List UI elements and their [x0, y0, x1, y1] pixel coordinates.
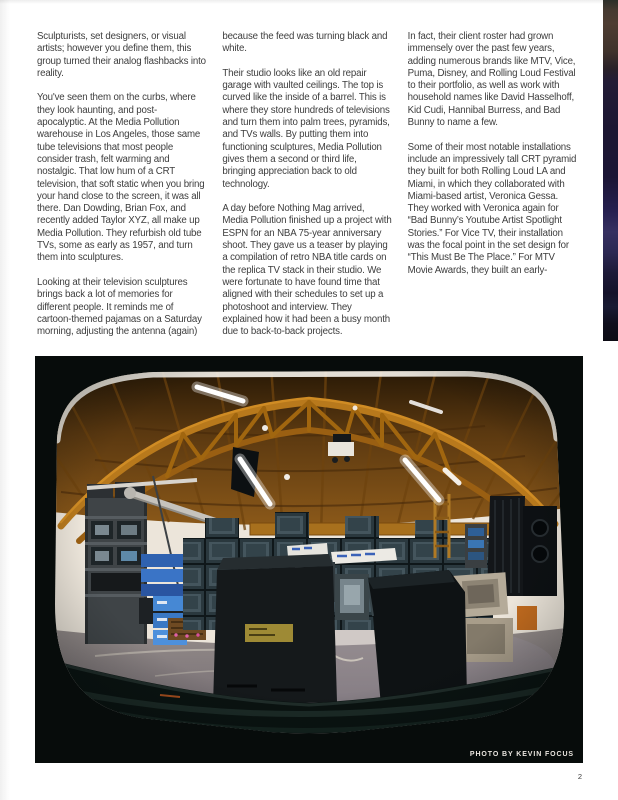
adjacent-page-edge [603, 0, 618, 341]
page-number: 2 [577, 772, 582, 781]
fisheye-scene [35, 356, 583, 763]
warehouse-photo [35, 356, 583, 763]
article-paragraph: Looking at their television sculptures brings back a lot of memories for different people. It reminds me of cartoon-themed pajamas on a Saturday morning, adjusting the antenna (again) because the feed was turning black and white. [37, 31, 388, 338]
article-paragraph: A day before Nothing Mag arrived, Media Pollution finished up a project with ESPN for an NBA 75-year anniversary shoot. They gave us a teaser by playing a compilation of retro NBA title cards on the replica TV stack in their studio. We were fortunate to have found time that aligned with their schedules to set up a photoshoot and interview. They explained how it had been a busy month due to back-to-back projects. [222, 203, 392, 338]
article-paragraph: Their studio looks like an old repair garage with vaulted ceilings. The top is curved like the inside of a barrel. This is where they store hundreds of televisions and turn them into palm trees, pyramids, and TVs walls. By putting them into functioning sculptures, Media Pollution gives them a second or third life, bringing appreciation back to old technology. [222, 67, 390, 190]
photo-credit: PHOTO BY KEVIN FOCUS [469, 751, 574, 758]
page-edge-shadow-left [0, 0, 10, 800]
article-paragraph: You've seen them on the curbs, where they look haunting, and post-apocalyptic. At the Media Pollution warehouse in Los Angeles, those same tube televisions that most people consider trash, felt warming and nostalgic. That low hum of a CRT television, that soft static when you bring your hand close to the screen, it was all there. Dan Dowding, Brian Fox, and recently added Taylor XYZ, all make up Media Pollution. They refurbish old tube TVs, some as early as 1957, and turn them into sculptures. [37, 92, 205, 264]
article-paragraph: Sculpturists, set designers, or visual artists; however you define them, this group turned their analog flashbacks into reality. [37, 31, 206, 79]
page-edge-shadow-top [0, 0, 618, 4]
article-paragraph: Some of their most notable installations include an impressively tall CRT pyramid they built for both Rolling Loud LA and Miami, in which they collaborated with Miami-based artist, Veronica Gessa. They worked with Veronica again for “Bad Bunny’s Youtube Artist Spotlight Stories.” For Vice TV, their installation was the focal point in the set design for “This Must Be The Place.” For MTV Movie Awards, they built an early- [407, 141, 577, 276]
warehouse-photo-illustration [35, 356, 583, 763]
article-text-columns [37, 31, 577, 345]
article-paragraph: In fact, their client roster had grown immensely over the past few years, adding numerous brands like MTV, Vice, Puma, Disney, and Rolling Loud Festival to their portfolio, as well as work with household names like David Hasselhoff, Kid Cudi, Hannibal Burress, and Bad Bunny to name a few. [407, 31, 576, 129]
